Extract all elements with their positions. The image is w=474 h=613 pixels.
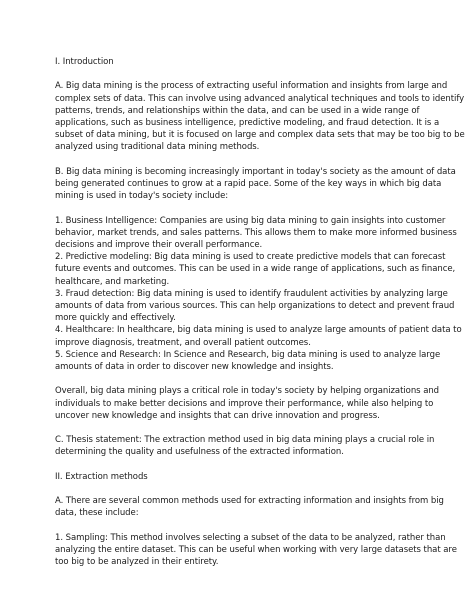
text-line: C. Thesis statement: The extraction method used in big data mining plays a crucial role in [55, 435, 435, 446]
text-line: analyzing the entire dataset. This can be useful when working with very large datasets that are [55, 545, 457, 555]
text-line: determining the quality and usefulness of the extracted information. [55, 447, 344, 458]
text-line: future events and outcomes. This can be used in a wide range of applications, such as finance, [55, 264, 456, 275]
text-line: individuals to make better decisions and improve their performance, while also helping to [55, 398, 434, 409]
text-line: 2. Predictive modeling: Big data mining is used to create predictive models that can forecast [55, 252, 446, 263]
p-overall [55, 385, 440, 422]
text-line: being generated continues to grow at a rapid pace. Some of the key ways in which big data [55, 179, 442, 189]
p-a [55, 80, 465, 153]
text-line: A. There are several common methods used for extracting information and insights from big [55, 496, 444, 507]
text-line: 4. Healthcare: In healthcare, big data mining is used to analyze large amounts of patient data to [55, 325, 462, 336]
text-line: I. Introduction [55, 57, 114, 67]
text-line: data, these include: [55, 508, 139, 519]
text-line: II. Extraction methods [55, 471, 148, 482]
text-line: 1. Business Intelligence: Companies are using big data mining to gain insights into customer [55, 215, 446, 226]
p-b [55, 166, 456, 203]
p-intro-heading [55, 56, 431, 68]
text-line: mining is used in today's society include: [55, 191, 229, 202]
text-line: applications, such as business intelligence, predictive modeling, and fraud detection. It is a [55, 118, 440, 128]
text-line: B. Big data mining is becoming increasingly important in today's society as the amount of data [55, 166, 456, 177]
text-line: 3. Fraud detection: Big data mining is used to identify fraudulent activities by analyzing large [55, 288, 448, 299]
text-line: subset of data mining, but it is focused on large and complex data sets that may be too big to be [55, 130, 465, 141]
text-line: healthcare, and marketing. [55, 276, 170, 287]
text-line: 1. Sampling: This method involves selecting a subset of the data to be analyzed, rather than [55, 532, 446, 543]
text-line: uncover new knowledge and insights that can drive innovation and progress. [55, 410, 380, 421]
p-ii-a [55, 495, 444, 519]
text-line: 5. Science and Research: In Science and Research, big data mining is used to analyze large [55, 349, 441, 360]
text-line: behavior, market trends, and sales patterns. This allows them to make more informed business [55, 227, 457, 238]
text-line: amounts of data in order to discover new knowledge and insights. [55, 362, 334, 373]
text-line: amounts of data from various sources. This can help organizations to detect and prevent fraud [55, 301, 455, 312]
p-c [55, 434, 435, 458]
text-line: Overall, big data mining plays a critical role in today's society by helping organizations and [55, 386, 440, 397]
p-sampling [55, 532, 457, 569]
p-list [55, 215, 462, 374]
text-line: more quickly and effectively. [55, 313, 176, 324]
text-line: improve diagnosis, treatment, and overall patient outcomes. [55, 337, 311, 348]
text-line: decisions and improve their overall performance. [55, 240, 263, 250]
p-extraction-heading [55, 471, 431, 483]
text-line: patterns, trends, and relationships within the data, and can be used in a wide range of [55, 105, 420, 116]
text-line: too big to be analyzed in their entirety. [55, 557, 219, 568]
text-line: A. Big data mining is the process of extracting useful information and insights from large and [55, 81, 448, 92]
document-body [55, 56, 465, 581]
text-line: analyzed using traditional data mining methods. [55, 142, 260, 153]
text-line: complex sets of data. This can involve using advanced analytical techniques and tools to identify [55, 93, 465, 104]
